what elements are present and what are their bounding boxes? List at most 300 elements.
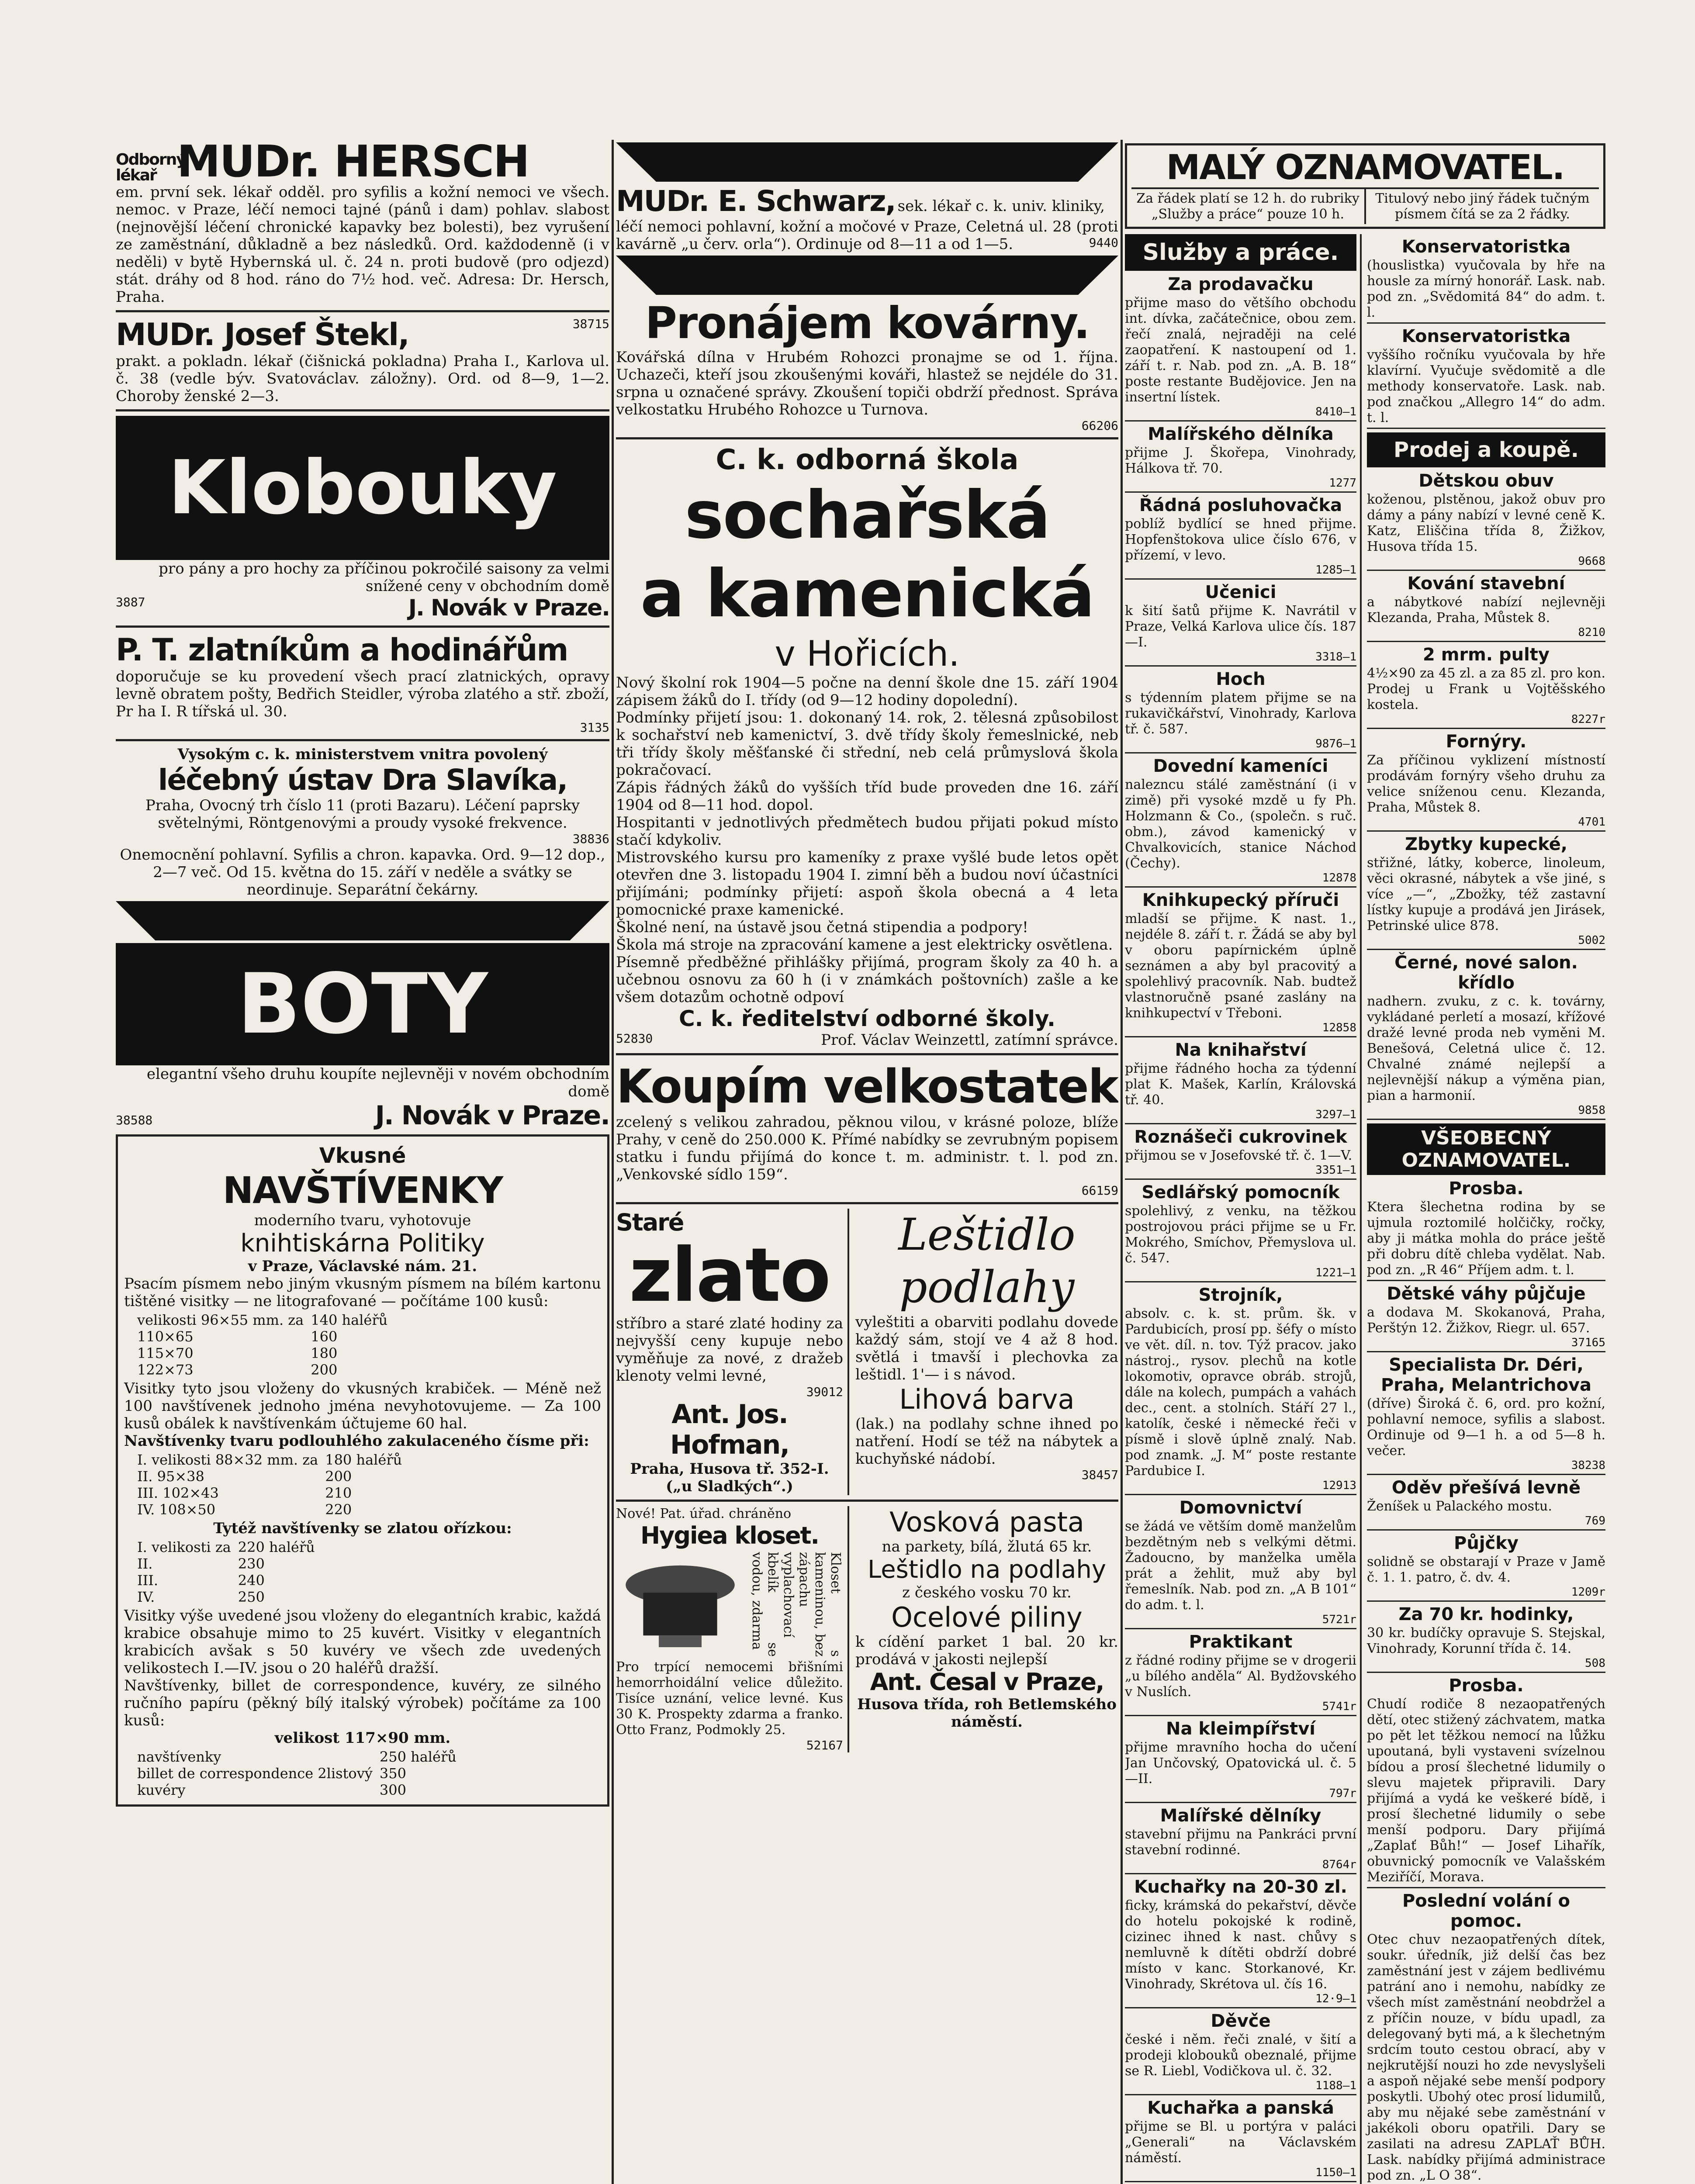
classified-ad	[1125, 1719, 1356, 1803]
divider	[616, 1202, 1118, 1204]
price-row	[137, 1539, 322, 1555]
ad-slavik-text: Praha, Ovocný trh číslo 11 (proti Bazaru). Léčení paprsky světelnými, Röntgenovými a proudy vysoké frekvence.	[145, 797, 580, 832]
ad-navstivenky-sub: moderního tvaru, vyhotovuje	[254, 1212, 471, 1229]
ad-lestidlo-code: 38457	[1081, 1468, 1118, 1482]
ad-skola-p8: Písemně předběžné přihlášky přijímá, program školy za 40 h. a učebnou osnovu za 60 h (i v známkách poštovních) zašle a ke všem dotazům ochotně odpoví	[616, 954, 1118, 1006]
price-value: 220	[325, 1501, 352, 1518]
classified-ad-text: přijme mravního hocha do učení Jan Unčovský, Opatovická ul. č. 5—II.	[1125, 1740, 1356, 1787]
ad-vosk-text: na parkety, bílá, žlutá 65 kr.	[882, 1538, 1092, 1555]
classified-ad-heading: Konservatoristka	[1401, 326, 1571, 346]
classified-ad-text: přijme maso do většího obchodu int. dívka, začátečnice, obou zem. řečí znalá, nejraději na celé zaopatření. K nastoupení od 1. září t. r. Nab. pod zn. „A. B. 18“ poste restante Budějovice. Jen na insertní lístek.	[1125, 295, 1356, 405]
classified-ad-code: 5721r	[1322, 1613, 1356, 1626]
classified-ad-text: mladší se přijme. K nast. 1., nejdéle 8. září t. r. Žádá se aby byl v oboru papírnickém úplně seznámen a aby byl pracovitý a spolehlivý pracovník. Nab. budtež vlastnoručně psané zaslány na knihkupectví v Třeboni.	[1125, 911, 1356, 1021]
ad-zlatnik-title: P. T. zlatníkům a hodinářům	[116, 632, 568, 668]
classified-ad-text: (dříve) Široká č. 6, ord. pro kožní, pohlavní nemoce, syfilis a slabost. Ordinuje od 9—1 h. a od 5—8 h. večer.	[1367, 1396, 1605, 1458]
price-label: IV. 108×50	[137, 1501, 216, 1518]
price-label: kuvéry	[137, 1782, 186, 1798]
classified-ad-heading: Zbytky kupecké,	[1405, 834, 1567, 854]
classified-ad-text: a nábytkové nabízí nejlevněji Klezanda, Praha, Můstek 8.	[1367, 594, 1605, 625]
ad-zlato-name: Ant. Jos. Hofman,	[670, 1399, 789, 1460]
classified-ad-code: 12858	[1322, 1021, 1356, 1034]
classified-ad-code: 4701	[1578, 816, 1605, 829]
column-2	[616, 140, 1118, 2184]
classified-ad-text: přijme se Bl. u portýra v paláci „Generali“ na Václavském náměstí.	[1125, 2119, 1356, 2166]
ad-slavik-text2: Onemocnění pohlavní. Syfilis a chron. kapavka. Ord. 9—12 dop., 2—7 več. Od 15. května do 15. září v neděle a svátky se neordinuje. Separátní čekárny.	[120, 846, 605, 898]
price-label: billet de correspondence 2listový	[137, 1765, 373, 1782]
ornament-bar	[116, 901, 609, 940]
classified-ad-code: 1188—1	[1315, 2079, 1356, 2092]
classified-ad-heading: Malířské dělníky	[1160, 1806, 1321, 1826]
divider	[616, 437, 1118, 439]
ad-lestidlo-barva-text: (lak.) na podlahy schne ihned po natření. Hodí se též na nábytek a kuchyňské nádobí.	[855, 1415, 1118, 1468]
classified-ad-heading: Na kleimpířství	[1166, 1719, 1315, 1739]
classified-ad	[1125, 1498, 1356, 1629]
ad-zlatnik-text: doporučuje se ku provedení všech prací zlatnických, opravy levně obratem pošty, Bedřich Steidler, výroba zlatého a stř. zboží, Pr ha I. R tířská ul. 30.	[116, 668, 609, 720]
price-row	[137, 1485, 409, 1501]
divider	[116, 739, 609, 741]
classified-ad-heading: Oděv přešívá levně	[1391, 1478, 1581, 1498]
classified-ad-text: přijme řádného hocha za týdenní plat K. Mašek, Karlín, Královská tř. 40.	[1125, 1061, 1356, 1108]
classified-ad	[1125, 2011, 1356, 2095]
price-label: 115×70	[137, 1345, 194, 1362]
classified-ad-heading: Poslední volání o pomoc.	[1402, 1891, 1570, 1931]
classified-ad-code: 38238	[1571, 1459, 1605, 1472]
ad-navstivenky-p1: Psacím písmem nebo jiným vkusným písmem na bílém kartonu tištěné visitky — ne litografované — počítáme 100 kusů:	[124, 1275, 601, 1310]
ornament-bar	[616, 256, 1118, 295]
ad-navstivenky-top: Vkusné	[319, 1144, 406, 1168]
classified-ad-heading: Prosba.	[1449, 1676, 1524, 1696]
ad-kovarna-text: Kovářská dílna v Hrubém Rohozci pronajme se od 1. října. Uchazeči, kteří jsou zkoušenými kováři, hlastež se nejdéle do 31. srpna u označené správy. Zkoušení topiči obdrží přednost. Správa velkostatku Hrubého Rohozce u Turnova.	[616, 349, 1118, 418]
classified-ad-heading: Půjčky	[1454, 1533, 1519, 1553]
classified-ad-text: Za příčinou vyklizení místností prodávám fornýry všeho druhu za velice sníženou cenu. Klezanda, Praha, Můstek 8.	[1367, 753, 1605, 815]
price-value: 200	[325, 1468, 352, 1485]
classified-ad-code: 8210	[1578, 626, 1605, 639]
price-row	[137, 1362, 394, 1378]
classified-ad	[1125, 424, 1356, 493]
column-3	[1125, 140, 1605, 2184]
ad-skola-intro: C. k. odborná škola	[716, 444, 1019, 476]
ad-zlatnik	[116, 632, 609, 735]
ad-hygiea	[616, 1506, 849, 1752]
ornament-bar	[616, 142, 1118, 182]
classified-ad-heading: Kuchařky na 20-30 zl.	[1134, 1877, 1347, 1897]
price-label: navštívenky	[137, 1749, 221, 1765]
ad-vosk-title: Vosková pasta	[889, 1506, 1084, 1538]
classified-ad	[1125, 1285, 1356, 1495]
price-row	[137, 1782, 464, 1798]
classified-ad	[1367, 237, 1605, 324]
ad-skola-director: Prof. Václav Weinzettl, zatímní správce.	[821, 1031, 1118, 1049]
classified-ad-text: a dodava M. Skokanová, Praha, Perštýn 12. Žižkov, Riegr. ul. 657.	[1367, 1305, 1605, 1336]
ad-hygiea-intro: Nové! Pat. úřad. chráněno	[616, 1506, 792, 1521]
classified-ad-heading: Roznášeči cukrovinek	[1134, 1127, 1347, 1147]
classified-ad-text: 30 kr. budíčky opravuje S. Stejskal, Vinohrady, Korunní třída č. 14.	[1367, 1625, 1605, 1656]
classified-ad-text: stavební přijmu na Pankráci první stavební rodinné.	[1125, 1827, 1356, 1858]
classified-title: MALÝ OZNAMOVATEL.	[1166, 148, 1564, 187]
ad-skola-p1: Nový školní rok 1904—5 počne na denní škole dne 15. září 1904 zápisem žáků do I. třídy (od 9—12 hodiny dopolední).	[616, 674, 1118, 709]
ad-velkostatek-code: 66159	[1081, 1183, 1118, 1198]
classified-ad-code: 12878	[1322, 871, 1356, 885]
column-divider	[1121, 140, 1123, 2184]
classified-ad-code: 1285—1	[1315, 563, 1356, 577]
ad-stekl-text: prakt. a pokladn. lékař (čišnická pokladna) Praha I., Karlova ul. č. 38 (vedle býv. Svatováclav. záložny). Ord. od 8—9, 1—2. Choroby ženské 2—3.	[116, 352, 609, 405]
classified-ad-text: nadhern. zvuku, z c. k. továrny, vykládané perletí a mosazí, křížové dražé levné proda neb vyměni M. Benešová, Celetná ulice č. 12. Chvalné známé nejlepší a nejlevnější nákup a výměna pian, pian a harmonií.	[1367, 994, 1605, 1103]
price-value: 140 haléřů	[311, 1312, 388, 1328]
classified-ad-heading: Dětské váhy půjčuje	[1387, 1284, 1586, 1304]
ad-vosk-title2: Leštidlo na podlahy	[868, 1555, 1106, 1584]
price-row	[137, 1312, 394, 1328]
ad-vosk	[855, 1506, 1118, 1752]
column-1	[116, 140, 609, 2184]
ad-navstivenky-p7: velikost 117×90 mm.	[274, 1729, 451, 1747]
price-label: III. 102×43	[137, 1485, 219, 1501]
ad-hygiea-text: Pro trpící nemocemi břišními hemorrhoidální velice důležito. Tisíce uznání, velice levné. Kus 30 K. Prospekty zdarma a franko. Otto Franz, Podmokly 25.	[616, 1659, 843, 1738]
classified-ad	[1125, 1806, 1356, 1874]
classified-ad-heading: Domovnictví	[1179, 1498, 1302, 1518]
ad-klobouky-title: Klobouky	[116, 416, 609, 560]
ad-zlato-top: Staré	[616, 1209, 684, 1236]
ad-row-zlato-lestidlo	[616, 1209, 1118, 1495]
price-row	[137, 1555, 322, 1572]
ad-kovarna-code: 66206	[1081, 418, 1118, 433]
ad-boty-code: 38588	[116, 1113, 153, 1127]
classified-rate-left: Za řádek platí se 12 h. do rubriky „Služby a práce“ pouze 10 h.	[1131, 189, 1366, 224]
classified-ad	[1367, 1478, 1605, 1531]
classified-ad-text: absolv. c. k. st. prům. šk. v Pardubicích, prosí pp. šéfy o místo ve vět. díl. n. tov. Týž pracov. jako nástroj., rysov. plechů na kotle lokomotiv, opravce obráb. strojů, dále na kolech, pumpách a vahách dec., cent. a stolních. Stáří 27 l., katolík, české i německé řeči v písmě i slově úplně znalý. Nab. pod znamk. „J. M“ poste restante Pardubice I.	[1125, 1306, 1356, 1479]
ad-navstivenky-p2: Visitky tyto jsou vloženy do vkusných krabiček. — Méně než 100 navštívenek jednoho jména nevyhotovujeme. — Za 100 kusů obálek k navštívenkám účtujeme 60 hal.	[124, 1380, 601, 1432]
classified-ad	[1125, 1182, 1356, 1282]
ad-schwarz-code: 9440	[1089, 235, 1118, 250]
ad-zlato	[616, 1209, 849, 1495]
classified-ad-code: 9876—1	[1315, 737, 1356, 750]
price-label: III.	[137, 1572, 159, 1589]
classified-ad-text: poblíž bydlící se hned přijme. Hopfenštokova ulice číslo 676, v přízemí, v levo.	[1125, 516, 1356, 563]
classified-right	[1367, 234, 1605, 2184]
price-value: 300	[379, 1782, 406, 1798]
ad-schwarz-text: sek. lékař c. k. univ. kliniky, léčí nemoci pohlavní, kožní a močové v Praze, Celetná ul. 28 (proti kavárně „u červ. orla“). Ordinuje od 8—11 a od 1—5.	[616, 197, 1118, 253]
classified-ad-heading: Strojník,	[1198, 1285, 1283, 1305]
price-row	[137, 1501, 409, 1518]
ad-navstivenky-p5: Visitky výše uvedené jsou vloženy do elegantních krabic, každá krabice obsahuje mimo to 25 kuvért. Visitky v elegantních krabicích avšak s 50 kuvéry ve všech zde uvedených velikostech I.—IV. jsou o 20 haléřů dražší.	[124, 1607, 601, 1677]
price-row	[137, 1345, 394, 1362]
ad-skola-p3: Zápis řádných žáků do vyšších tříd bude proveden dne 16. září 1904 od 8—11 hod. dopol.	[616, 779, 1118, 814]
classified-ad	[1367, 1604, 1605, 1673]
ad-kovarna-title: Pronájem kovárny.	[645, 297, 1090, 349]
classified-ad-heading: Kuchařka a panská	[1147, 2098, 1334, 2118]
classified-ad-code: 5002	[1578, 934, 1605, 947]
ad-stekl	[116, 317, 609, 405]
classified-ad-heading: Praktikant	[1189, 1632, 1293, 1652]
classified-ad	[1125, 669, 1356, 753]
ad-skola	[616, 444, 1118, 1049]
classified-ad-code: 37165	[1571, 1336, 1605, 1349]
ad-navstivenky	[116, 1134, 609, 1807]
classified-ad	[1125, 756, 1356, 888]
classified-ad-code: 1277	[1329, 477, 1356, 490]
ad-zlatnik-code: 3135	[580, 720, 609, 735]
ad-navstivenky-address: v Praze, Václavské nám. 21.	[248, 1258, 477, 1275]
classified-ad	[1367, 1533, 1605, 1602]
classified-ad-code: 1221—1	[1315, 1266, 1356, 1279]
ad-hersch-name: MUDr. HERSCH	[177, 140, 529, 187]
price-row	[137, 1765, 464, 1782]
ad-skola-title2: a kamenická	[640, 556, 1094, 632]
classified-ad-heading: Kování stavební	[1407, 574, 1565, 594]
classified-ad-heading: 2 mrm. pulty	[1423, 645, 1550, 665]
classified-ad-text: Ženíšek u Palackého mostu.	[1367, 1499, 1552, 1514]
price-label: 110×65	[137, 1328, 194, 1345]
ad-navstivenky-printer: knihtiskárna Politiky	[240, 1229, 485, 1258]
price-table-3	[137, 1539, 322, 1605]
classified-ad	[1125, 582, 1356, 667]
ad-kovarna	[616, 297, 1118, 433]
classified-ad	[1125, 274, 1356, 422]
classified-ad	[1367, 1355, 1605, 1475]
ad-hygiea-title: Hygiea kloset.	[640, 1522, 819, 1549]
ad-schwarz	[616, 184, 1118, 253]
classified-ad-heading: Konservatoristka	[1401, 237, 1571, 257]
classified-ad-text: 4½×90 za 45 zl. a za 85 zl. pro kon. Prodej u Frank u Vojtěšského kostela.	[1367, 666, 1605, 712]
classified-ad-text: nalezncu stálé zaměstnání (i v zimě) při vysoké mzdě u fy Ph. Holzmann & Co., (společn. s ruč. obm.), závod kamenický v Chvalkovicích, stanice Náchod (Čechy).	[1125, 777, 1356, 871]
ad-vosk-address: Husova třída, roh Betlemského náměstí.	[857, 1696, 1117, 1731]
ad-velkostatek	[616, 1060, 1118, 1198]
ad-navstivenky-p3: Navštívenky tvaru podlouhlého zakulaceného čísme při:	[124, 1432, 589, 1450]
price-label: velikosti 96×55 mm. za	[137, 1312, 304, 1328]
ad-stekl-code: 38715	[572, 317, 609, 331]
ad-hersch	[116, 140, 609, 306]
classified-ad-heading: Prosba.	[1449, 1178, 1524, 1199]
section-vseobecny: VŠEOBECNÝ OZNAMOVATEL.	[1367, 1123, 1605, 1175]
classified-ad	[1125, 495, 1356, 580]
classified-ad-heading: Dětskou obuv	[1418, 471, 1554, 491]
price-label: IV.	[137, 1589, 155, 1605]
classified-ad-text: k šití šatů přijme K. Navrátil v Praze, Velká Karlova ulice čís. 187—I.	[1125, 603, 1356, 650]
ad-boty-title: BOTY	[116, 943, 609, 1065]
price-value: 250	[238, 1589, 265, 1605]
ad-vosk-title3: Ocelové piliny	[891, 1601, 1083, 1633]
classified-ad-heading: Řádná posluhovačka	[1139, 495, 1342, 515]
classified-rate-right: Titulový nebo jiný řádek tučným písmem čítá se za 2 řádky.	[1375, 191, 1590, 222]
price-value: 230	[238, 1555, 265, 1572]
price-value: 180	[311, 1345, 338, 1362]
ad-velkostatek-text: zcelený s velikou zahradou, pěknou vilou, v krásné poloze, blíže Prahy, v ceně do 250.000 K. Přímé nabídky se zevrubným popisem statku i fundu přijímá do konce t. m. administr. t. l. pod zn. „Venkovské sídlo 159“.	[616, 1113, 1118, 1183]
classified-ad-heading: Děvče	[1211, 2011, 1271, 2031]
classified-ad	[1125, 890, 1356, 1037]
divider	[116, 625, 609, 628]
ad-skola-p5: Mistrovského kursu pro kameníky z praxe vyšlé bude letos opět otevřen dne 3. listopadu 1904 I. zimní běh a budou noví účastníci přijímáni; podmínky přijetí: aspoň škola obecná a 4 leta pomocnické praxe kamenické.	[616, 849, 1118, 919]
ad-row-hygiea-vosk	[616, 1506, 1118, 1752]
ad-velkostatek-title: Koupím velkostatek	[616, 1060, 1118, 1113]
classified-left	[1125, 234, 1362, 2184]
price-row	[137, 1749, 464, 1765]
classified-ad-heading: Knihkupecký příruči	[1142, 890, 1339, 910]
classified-ad	[1125, 1632, 1356, 1716]
classified-ad-code: 3297—1	[1315, 1108, 1356, 1121]
classified-ad-code: 797r	[1329, 1787, 1356, 1800]
classified-ad	[1367, 1284, 1605, 1352]
ad-vosk-text3: k cídění parket 1 bal. 20 kr. prodává v jakosti nejlepší	[855, 1633, 1118, 1668]
ad-schwarz-name: MUDr. E. Schwarz,	[616, 184, 896, 218]
ad-vosk-name: Ant. Česal v Praze,	[870, 1668, 1104, 1696]
classified-ad-heading: Černé, nové salon. křídlo	[1394, 953, 1578, 993]
ad-hygiea-side: Kloset s kameninou, bez zápachu vyplachovací kbelík se vodou, zdarma	[749, 1552, 843, 1657]
classified-ad-text: české i něm. řeči znalé, v šití a prodeji klobouků obeznalé, přijme se R. Liebl, Vodičkova ul. č. 32.	[1125, 2032, 1356, 2079]
classified-ad	[1125, 1877, 1356, 2008]
classified-ad-code: 5741r	[1322, 1700, 1356, 1713]
classified-ad-heading: Dovední kameníci	[1153, 756, 1328, 776]
ad-hersch-text: em. první sek. lékař odděl. pro syfilis a kožní nemoci ve všech. nemoc. v Praze, léčí nemoci tajné (pánů i dam) pohlav. slabost (nejnovější léčení chronické kapavky bez bolesti), bez vyrušení ze zaměstnání, důkladně a bez následků. Ord. každodenně (i v neděli) v bytě Hybernská ul. č. 24 n. proti budově (pro odjezd) stát. dráhy od 8 hod. ráno do 7½ hod. več. Adresa: Dr. Hersch, Praha.	[116, 183, 609, 306]
classified-ad	[1367, 326, 1605, 429]
toilet-illustration-icon	[616, 1552, 744, 1657]
price-label: 122×73	[137, 1362, 194, 1378]
price-value: 250 haléřů	[379, 1749, 457, 1765]
price-value: 210	[325, 1485, 352, 1501]
classified-ad-code: 8227r	[1571, 713, 1605, 726]
classified-ad-text: přijmou se v Josefovské tř. č. 1—V.	[1125, 1148, 1353, 1163]
classified-ad-text: Otec chuv nezaopatřených dítek, soukr. úředník, již delší čas bez zaměstnání jest v zájem bedlivému patrání ano i nemohu, nabídky ze všech míst zaměstnání neobdržel a z příčin nouze, v bídu upadl, za delegovaný byti má, a k šlechetným srdcím touto cestou obrací, aby v nejkrutější nouzi ho zde nevyslyšeli a aspoň nějaké sebe menší podpory poskytli. Ubohý otec prosí lidumilů, aby mu nějaké sebe zaměstnání v jakékoli oboru opatřili. Dary se zasilati na adresu ZAPLAŤ BŮH. Lask. nabídky přijímá administrace pod zn. „L O 38“.	[1367, 1932, 1605, 2183]
classified-ad	[1125, 2098, 1356, 2182]
ad-zlato-address: Praha, Husova tř. 352-I. („u Sladkých“.)	[630, 1460, 829, 1495]
divider	[116, 409, 609, 411]
ad-hygiea-code: 52167	[806, 1738, 843, 1752]
classified-ad	[1367, 471, 1605, 571]
classified-ad-text: se žádá ve větším domě manželům bezdětným neb s velkými dětmi. Žadoucno, by manželka uměla prát a žehlit, muž aby byl řemeslník. Nab. pod zn. „A B 101“ do adm. t. l.	[1125, 1519, 1356, 1613]
classified-ad	[1367, 1891, 1605, 2184]
classified-ad-code: 9668	[1578, 555, 1605, 568]
ad-skola-p2: Podmínky přijetí jsou: 1. dokonaný 14. rok, 2. tělesná způsobilost k sochařství neb kamenictví, 3. dvě třídy školy řemeslnické, neb tři třídy školy měšťanské či střední, neb celá průmyslová škola pokračovací.	[616, 709, 1118, 779]
classified-ad-heading: Fornýry.	[1446, 732, 1527, 752]
classified-ad-text: přijme J. Škořepa, Vinohrady, Hálkova tř. 70.	[1125, 445, 1356, 476]
ad-lestidlo	[855, 1209, 1118, 1495]
ad-skola-title1: sochařská	[685, 477, 1050, 553]
classified-ad-code: 3318—1	[1315, 650, 1356, 663]
classified-ad-text: vyššího ročníku vyučovala by hře klavírní. Vyučuje svědomitě a dle methody konservatoře. Lask. nab. pod značkou „Allegro 14“ do adm. t. l.	[1367, 347, 1605, 425]
section-prodej: Prodej a koupě.	[1367, 432, 1605, 467]
classified-ad-heading: Malířského dělníka	[1148, 424, 1334, 444]
column-divider	[612, 140, 614, 2184]
price-row	[137, 1328, 394, 1345]
classified-ad-text: s týdenním platem přijme se na rukavičkářství, Vinohrady, Karlova tř. č. 587.	[1125, 690, 1356, 737]
ad-klobouky-code: 3887	[116, 595, 145, 609]
ad-skola-p7: Škola má stroje na zpracování kamene a jest elektricky osvětlena.	[616, 936, 1113, 954]
ad-zlato-text: stříbro a staré zlaté hodiny za nejvyšší ceny kupuje nebo vyměňuje za nové, z dražeb klenoty velmi levné,	[616, 1315, 843, 1385]
ad-navstivenky-title: NAVŠTÍVENKY	[222, 1169, 503, 1212]
classified-ad-text: spolehlivý, z venku, na těžkou postrojovou práci přijme se u Fr. Mokrého, Smíchov, Přemyslova ul. č. 547.	[1125, 1203, 1356, 1266]
ad-slavik-intro: Vysokým c. k. ministerstvem vnitra povolený	[177, 746, 548, 763]
price-value: 180 haléřů	[325, 1451, 402, 1468]
classified-ad-text: z řádné rodiny přijme se v drogerii „u bílého anděla“ Al. Bydžovského v Nuslích.	[1125, 1653, 1356, 1700]
price-label: I. velikosti 88×32 mm. za	[137, 1451, 318, 1468]
classified-ad	[1367, 732, 1605, 832]
classified-ad-text: ficky, krámská do pekařství, děvče do hotelu pokojské k rodině, cizinec ihned k nast. chůvy s nemluvně k dítěti obdrží dobré místo v kanc. Storkanové, Kr. Vinohrady, Skrétova ul. čís 16.	[1125, 1898, 1356, 1992]
price-row	[137, 1572, 322, 1589]
ad-skola-code: 52830	[616, 1031, 653, 1046]
ad-skola-place: v Hořicích.	[775, 633, 960, 674]
ad-lestidlo-text: vyleštiti a obarviti podlahu dovede každý sám, stojí ve 4 až 8 hod. světlá i tmavší i plechovka za leštidl. 1'— i s návod.	[855, 1313, 1118, 1383]
ad-navstivenky-p4: Tytéž navštívenky se zlatou ořízkou:	[213, 1520, 512, 1537]
ad-skola-signature: C. k. ředitelství odborné školy.	[678, 1006, 1055, 1031]
ad-slavik	[116, 746, 609, 898]
price-value: 220 haléřů	[238, 1539, 315, 1555]
classified-ad-code: 1150—1	[1315, 2166, 1356, 2179]
price-value: 350	[379, 1765, 406, 1782]
divider	[616, 1053, 1118, 1055]
classified-ad-heading: Hoch	[1216, 669, 1266, 689]
classified-ad-code: 508	[1585, 1657, 1605, 1670]
price-table-2	[137, 1451, 409, 1518]
classified-ad-code: 1209r	[1571, 1586, 1605, 1599]
price-table-1	[137, 1312, 394, 1378]
price-row	[137, 1451, 409, 1468]
classified-ad-text: koženou, plstěnou, jakož obuv pro dámy a pány nabízí v levné ceně K. Katz, Eliščina třída 8, Žižkov, Husova třída 15.	[1367, 492, 1605, 554]
ad-slavik-code: 38836	[572, 832, 609, 846]
classified-ad-text: Ktera šlechetna rodina by se ujmula roztomilé holčičky, ročky, aby ji mátka mohla do práce ještě při dobru dítě chleba vydělat. Nab. pod zn. „R 46“ Příjem adm. t. l.	[1367, 1199, 1605, 1278]
ad-zlato-code: 39012	[806, 1385, 843, 1399]
classified-ad	[1367, 574, 1605, 642]
classified-ad-heading: Sedlářský pomocník	[1142, 1182, 1340, 1203]
classified-ad	[1367, 953, 1605, 1120]
ad-skola-p4: Hospitanti v jednotlivých předmětech budou přijati pokud místo stačí kdykoliv.	[616, 814, 1118, 849]
ad-boty-signature: J. Novák v Praze.	[375, 1100, 609, 1131]
section-sluzby: Služby a práce.	[1125, 234, 1356, 271]
divider	[616, 1500, 1118, 1502]
ad-stekl-name: MUDr. Josef Štekl,	[116, 317, 409, 352]
ad-boty	[116, 943, 609, 1131]
classified-ad	[1367, 1676, 1605, 1888]
price-label: II. 95×38	[137, 1468, 204, 1485]
classified-ad-heading: Za 70 kr. hodinky,	[1398, 1604, 1574, 1624]
ad-skola-p6: Školné není, na ústavě jsou četná stipendia a podpory!	[616, 919, 1028, 936]
ad-klobouky	[116, 416, 609, 621]
classified-ad-code: 12913	[1322, 1479, 1356, 1492]
ad-lestidlo-title2: podlahy	[899, 1261, 1075, 1313]
classified-ad	[1367, 834, 1605, 950]
classified-ad-heading: Specialista Dr. Déri, Praha, Melantrichova	[1380, 1355, 1592, 1395]
ad-klobouky-signature: J. Novák v Praze.	[408, 595, 609, 621]
price-label: I. velikosti za	[137, 1539, 231, 1555]
classified-ad-heading: Za prodavačku	[1168, 274, 1314, 294]
price-value: 160	[311, 1328, 338, 1345]
classified-ad-code: 8764r	[1322, 1858, 1356, 1871]
ad-slavik-title: léčebný ústav Dra Slavíka,	[158, 763, 567, 797]
classified-ad-code: 9858	[1578, 1104, 1605, 1117]
classified-ad-text: Chudí rodiče 8 nezaopatřených dětí, otec stižený záchvatem, matka po pět let těžkou nemocí na lůžku upoutaná, byli vystaveni svízelnou bídou a prosí šlechetné lidumily o slevu majetek připravili. Dary přijímá a vydá ke veškeré bídě, i prosí šlechetné lidumily o sebe menší podporu. Dary přijímá „Zaplať Bůh!“ — Josef Lihařík, obuvnický pomocník ve Valašském Meziříčí, Morava.	[1367, 1697, 1605, 1885]
ad-navstivenky-p6: Navštívenky, billet de correspondence, kuvéry, ze silného ručního papíru (pěkný bílý italský výrobek) počítáme za 100 kusů:	[124, 1677, 601, 1729]
classified-ad	[1125, 1127, 1356, 1180]
classified-ad-code: 3351—1	[1315, 1164, 1356, 1177]
classified-columns	[1125, 234, 1605, 2184]
classified-ad	[1367, 1178, 1605, 1281]
price-row	[137, 1589, 322, 1605]
divider	[116, 310, 609, 312]
price-label: II.	[137, 1555, 153, 1572]
classified-ad-text: střižné, látky, koberce, linoleum, věci okrasné, nábytek a vše jiné, s více „—“, „Zbožky, též zastavní lístky kupuje a prodává jen Jirásek, Petrinské ulice 878.	[1367, 855, 1605, 933]
price-value: 200	[311, 1362, 338, 1378]
classified-ad-code: 12·9—1	[1315, 1992, 1356, 2005]
price-table-4	[137, 1749, 464, 1798]
classified-header	[1125, 143, 1605, 229]
price-value: 240	[238, 1572, 265, 1589]
ad-vosk-text2: z českého vosku 70 kr.	[902, 1584, 1072, 1601]
classified-ad-heading: Učenici	[1205, 582, 1276, 602]
ad-klobouky-text: pro pány a pro hochy za příčinou pokročilé saisony za velmi snížené ceny v obchodním domě	[159, 560, 609, 595]
ad-zlato-title: zlato	[629, 1232, 830, 1319]
ad-hersch-prefix: Odborný lékař	[116, 151, 186, 184]
ad-boty-text: elegantní všeho druhu koupíte nejlevněji v novém obchodním domě	[146, 1065, 609, 1100]
price-row	[137, 1468, 409, 1485]
classified-ad-code: 769	[1585, 1514, 1605, 1527]
classified-ad-heading: Na knihařství	[1175, 1040, 1307, 1060]
